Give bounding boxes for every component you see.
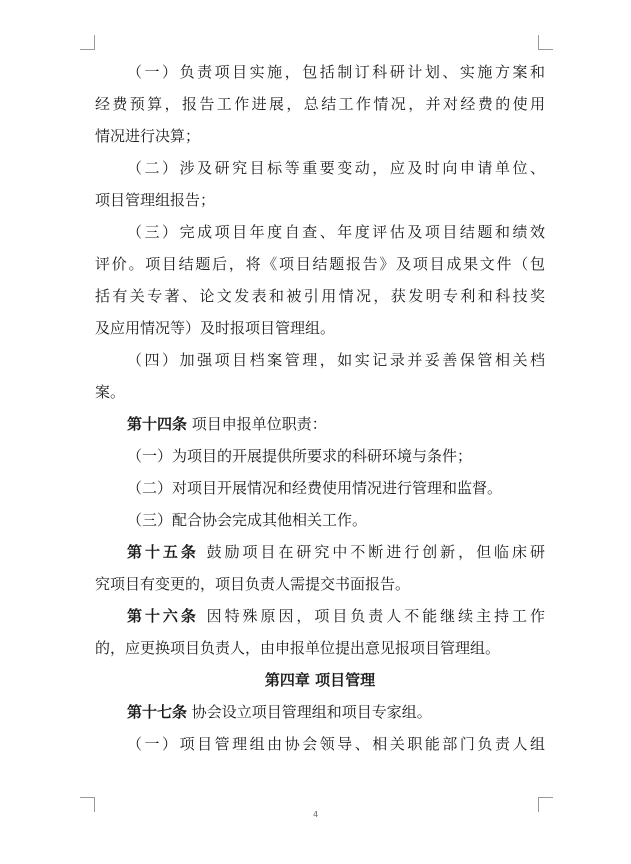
article-heading: 第十四条 [127, 415, 188, 433]
text-line: （四）加强项目档案管理，如实记录并妥善保管相关档 [127, 351, 545, 369]
corner-mark-top-left [80, 35, 95, 50]
text-line: 括有关专著、论文发表和被引用情况，获发明专利和科技奖 [95, 287, 545, 305]
text-line: （二）对项目开展情况和经费使用情况进行管理和监督。 [127, 479, 503, 497]
text-line: （一）负责项目实施，包括制订科研计划、实施方案和 [127, 63, 545, 81]
page-number: 4 [312, 810, 319, 819]
article-heading: 第十七条 [127, 703, 188, 721]
article-16 [95, 600, 545, 632]
article-15 [95, 536, 545, 568]
article-text: 鼓励项目在研究中不断进行创新，但临床研 [198, 543, 545, 561]
article-text: 因特殊原因，项目负责人不能继续主持工作 [198, 607, 545, 625]
text-line: 评价。项目结题后，将《项目结题报告》及项目成果文件（包 [95, 255, 545, 273]
text-line: （一）为项目的开展提供所要求的科研环境与条件； [127, 447, 473, 465]
document-body [95, 56, 545, 760]
article-heading: 第十六条 [127, 607, 199, 625]
article-text: 项目申报单位职责： [187, 415, 327, 433]
article-14 [95, 408, 545, 440]
text-line: （三）完成项目年度自查、年度评估及项目结题和绩效 [127, 223, 545, 241]
chapter-heading: 第四章 项目管理 [264, 671, 376, 689]
article-text: 协会设立项目管理组和项目专家组。 [187, 703, 432, 721]
corner-mark-top-right [538, 35, 553, 50]
text-line: 案。 [95, 383, 126, 401]
text-line: （三）配合协会完成其他相关工作。 [127, 511, 368, 529]
article-17 [95, 696, 545, 728]
text-line: 及应用情况等）及时报项目管理组。 [95, 319, 336, 337]
text-line: 的，应更换项目负责人，由申报单位提出意见报项目管理组。 [95, 639, 501, 657]
text-line: 项目管理组报告； [95, 191, 216, 209]
text-line: 经费预算，报告工作进展，总结工作情况，并对经费的使用 [95, 95, 545, 113]
text-line: 究项目有变更的，项目负责人需提交书面报告。 [95, 575, 411, 593]
text-line: 情况进行决算； [95, 127, 201, 145]
text-line: （一）项目管理组由协会领导、相关职能部门负责人组 [127, 735, 545, 753]
article-heading: 第十五条 [127, 543, 199, 561]
text-line: （二）涉及研究目标等重要变动，应及时向申请单位、 [127, 159, 545, 177]
